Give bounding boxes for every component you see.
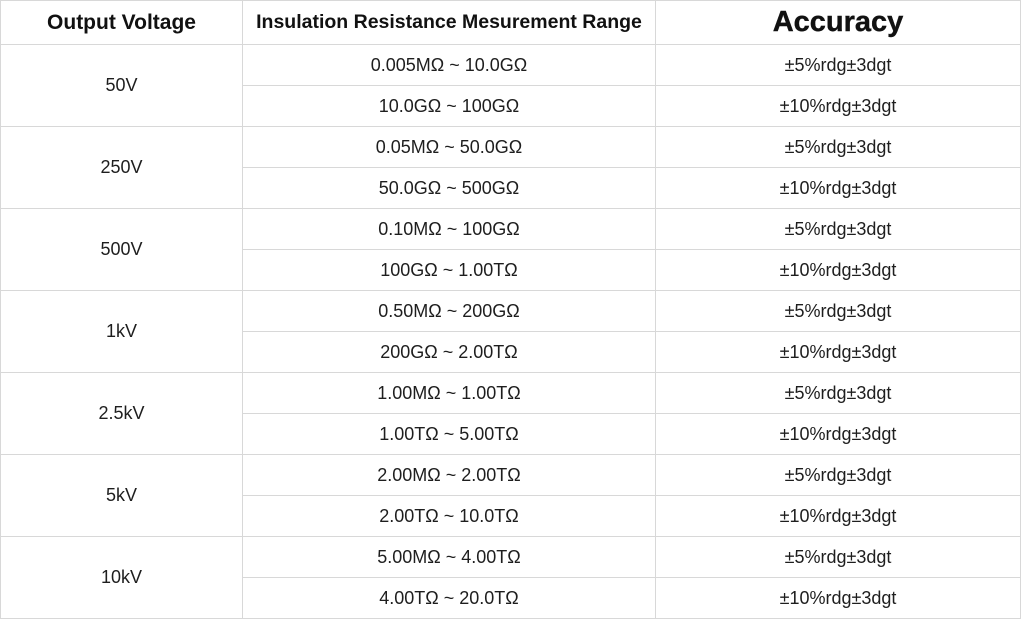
measurement-range-cell: 10.0GΩ ~ 100GΩ bbox=[243, 86, 656, 127]
output-voltage-cell: 1kV bbox=[1, 291, 243, 373]
table-row bbox=[1, 127, 1021, 168]
output-voltage-cell: 10kV bbox=[1, 537, 243, 619]
measurement-range-cell: 1.00MΩ ~ 1.00TΩ bbox=[243, 373, 656, 414]
accuracy-cell: ±5%rdg±3dgt bbox=[656, 373, 1021, 414]
accuracy-cell: ±10%rdg±3dgt bbox=[656, 332, 1021, 373]
measurement-range-cell: 1.00TΩ ~ 5.00TΩ bbox=[243, 414, 656, 455]
output-voltage-cell: 5kV bbox=[1, 455, 243, 537]
table-row bbox=[1, 209, 1021, 250]
measurement-range-cell: 200GΩ ~ 2.00TΩ bbox=[243, 332, 656, 373]
measurement-range-cell: 0.005MΩ ~ 10.0GΩ bbox=[243, 45, 656, 86]
accuracy-cell: ±5%rdg±3dgt bbox=[656, 291, 1021, 332]
table-row bbox=[1, 291, 1021, 332]
table-row bbox=[1, 45, 1021, 86]
measurement-range-cell: 50.0GΩ ~ 500GΩ bbox=[243, 168, 656, 209]
output-voltage-cell: 50V bbox=[1, 45, 243, 127]
table-row bbox=[1, 455, 1021, 496]
measurement-range-cell: 0.05MΩ ~ 50.0GΩ bbox=[243, 127, 656, 168]
measurement-range-cell: 2.00TΩ ~ 10.0TΩ bbox=[243, 496, 656, 537]
measurement-range-cell: 4.00TΩ ~ 20.0TΩ bbox=[243, 578, 656, 619]
measurement-range-cell: 5.00MΩ ~ 4.00TΩ bbox=[243, 537, 656, 578]
measurement-range-cell: 0.50MΩ ~ 200GΩ bbox=[243, 291, 656, 332]
measurement-range-cell: 100GΩ ~ 1.00TΩ bbox=[243, 250, 656, 291]
header-accuracy: Accuracy bbox=[656, 1, 1021, 45]
output-voltage-cell: 500V bbox=[1, 209, 243, 291]
accuracy-cell: ±10%rdg±3dgt bbox=[656, 578, 1021, 619]
accuracy-cell: ±5%rdg±3dgt bbox=[656, 455, 1021, 496]
measurement-range-cell: 0.10MΩ ~ 100GΩ bbox=[243, 209, 656, 250]
table-row bbox=[1, 537, 1021, 578]
accuracy-cell: ±5%rdg±3dgt bbox=[656, 209, 1021, 250]
accuracy-cell: ±10%rdg±3dgt bbox=[656, 168, 1021, 209]
accuracy-cell: ±5%rdg±3dgt bbox=[656, 45, 1021, 86]
measurement-range-cell: 2.00MΩ ~ 2.00TΩ bbox=[243, 455, 656, 496]
table-header-row bbox=[1, 1, 1021, 45]
accuracy-cell: ±10%rdg±3dgt bbox=[656, 250, 1021, 291]
output-voltage-cell: 2.5kV bbox=[1, 373, 243, 455]
accuracy-cell: ±10%rdg±3dgt bbox=[656, 496, 1021, 537]
header-measurement-range: Insulation Resistance Mesurement Range bbox=[243, 1, 656, 45]
accuracy-cell: ±5%rdg±3dgt bbox=[656, 537, 1021, 578]
accuracy-cell: ±10%rdg±3dgt bbox=[656, 86, 1021, 127]
output-voltage-cell: 250V bbox=[1, 127, 243, 209]
table-body bbox=[1, 45, 1021, 619]
accuracy-cell: ±5%rdg±3dgt bbox=[656, 127, 1021, 168]
table-row bbox=[1, 373, 1021, 414]
accuracy-cell: ±10%rdg±3dgt bbox=[656, 414, 1021, 455]
header-output-voltage: Output Voltage bbox=[1, 1, 243, 45]
